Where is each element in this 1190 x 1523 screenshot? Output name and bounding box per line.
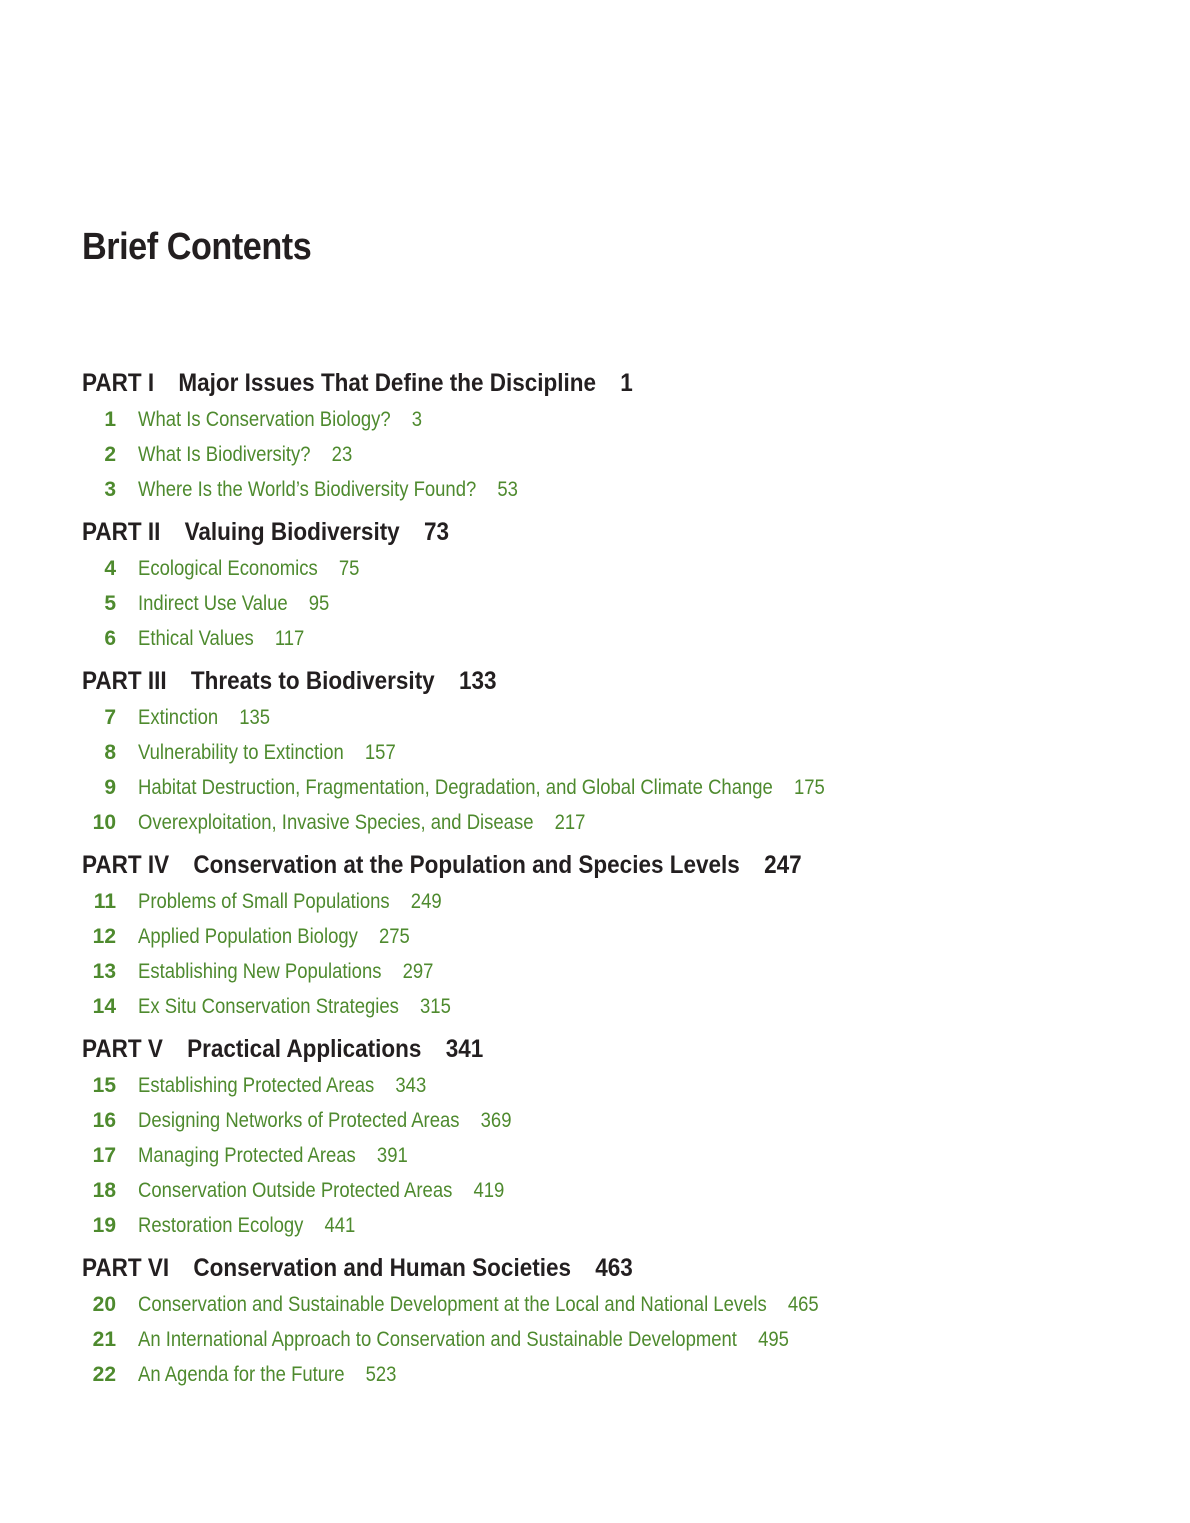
toc-part [82,513,1142,656]
part-label: PART II [82,518,161,546]
part-page-number: 133 [459,667,497,695]
part-title: Practical Applications [187,1035,422,1063]
chapter-text [138,1138,408,1173]
chapter-page-number: 297 [402,960,434,983]
chapter-text [138,472,518,507]
chapter-page-number: 315 [420,995,451,1018]
toc-part [82,1249,1142,1392]
chapter-number: 19 [92,1214,116,1237]
chapter-page-number: 75 [338,557,360,580]
chapter-page-number: 3 [411,408,423,431]
chapter-number: 16 [92,1109,116,1132]
chapter-entry[interactable] [82,989,1142,1024]
chapter-page-number: 495 [758,1328,789,1351]
table-of-contents [82,364,1142,1398]
part-heading[interactable] [82,1249,1036,1287]
chapter-entry[interactable] [82,805,1142,840]
chapter-title: Conservation and Sustainable Development at the Local and National Levels [138,1293,767,1316]
chapter-page-number: 53 [497,478,518,501]
chapter-number: 10 [92,811,116,834]
chapter-number: 6 [104,627,116,650]
chapter-text [138,954,433,989]
chapter-text [138,621,304,656]
chapter-page-number: 343 [395,1074,427,1097]
chapter-number: 21 [92,1328,116,1351]
chapter-text [138,884,442,919]
chapter-entry[interactable] [82,700,1142,735]
chapter-page-number: 465 [787,1293,819,1316]
chapter-entry[interactable] [82,551,1142,586]
toc-part [82,364,1142,507]
chapter-title: Managing Protected Areas [138,1144,356,1167]
chapter-number: 15 [92,1074,116,1097]
part-title: Threats to Biodiversity [190,667,435,695]
chapter-title: Establishing New Populations [138,960,382,983]
chapter-text [138,1208,355,1243]
chapter-text [138,1322,789,1357]
chapter-title: Applied Population Biology [138,925,358,948]
part-label: PART IV [82,851,170,879]
chapter-number: 8 [104,741,116,764]
chapter-title: Extinction [138,706,219,729]
part-label: PART III [82,667,167,695]
chapter-entry[interactable] [82,437,1142,472]
chapter-title: Designing Networks of Protected Areas [138,1109,460,1132]
chapter-page-number: 275 [378,925,410,948]
chapter-page-number: 441 [324,1214,356,1237]
chapter-entry[interactable] [82,954,1142,989]
part-heading[interactable] [82,513,1036,551]
chapter-page-number: 217 [554,811,586,834]
chapter-text [138,989,451,1024]
chapter-title: Ex Situ Conservation Strategies [138,995,399,1018]
part-heading[interactable] [82,1030,1036,1068]
part-heading[interactable] [82,846,1036,884]
part-label: PART I [82,369,155,397]
chapter-page-number: 23 [331,443,353,466]
chapter-entry[interactable] [82,884,1142,919]
chapter-title: Conservation Outside Protected Areas [138,1179,453,1202]
chapter-page-number: 175 [793,776,825,799]
chapter-number: 13 [92,960,116,983]
chapter-entry[interactable] [82,1357,1142,1392]
chapter-entry[interactable] [82,402,1142,437]
toc-part [82,1030,1142,1243]
chapter-title: Overexploitation, Invasive Species, and Disease [138,811,534,834]
chapter-page-number: 249 [410,890,442,913]
chapter-title: What Is Conservation Biology? [138,408,391,431]
chapter-number: 1 [104,408,116,431]
chapter-number: 4 [104,557,116,580]
chapter-number: 7 [104,706,116,729]
chapter-entry[interactable] [82,1103,1142,1138]
part-heading[interactable] [82,662,1036,700]
chapter-title: Vulnerability to Extinction [138,741,344,764]
chapter-entry[interactable] [82,1322,1142,1357]
chapter-title: What Is Biodiversity? [138,443,311,466]
chapter-text [138,1357,396,1392]
part-page-number: 341 [445,1035,484,1063]
toc-part [82,662,1142,840]
chapter-page-number: 157 [364,741,396,764]
chapter-text [138,700,270,735]
chapter-number: 11 [93,890,116,913]
chapter-title: Ecological Economics [138,557,318,580]
part-title: Valuing Biodiversity [184,518,400,546]
chapter-text [138,402,422,437]
chapter-title: Where Is the World’s Biodiversity Found? [138,478,477,501]
chapter-entry[interactable] [82,1208,1142,1243]
part-page-number: 463 [595,1254,633,1282]
chapter-entry[interactable] [82,621,1142,656]
chapter-entry[interactable] [82,1173,1142,1208]
chapter-text [138,437,352,472]
chapter-number: 9 [104,776,116,799]
chapter-number: 2 [104,443,116,466]
chapter-number: 20 [92,1293,116,1316]
chapter-page-number: 523 [365,1363,397,1386]
chapter-title: Habitat Destruction, Fragmentation, Degradation, and Global Climate Change [138,776,773,799]
part-title: Conservation and Human Societies [193,1254,571,1282]
chapter-text [138,1287,819,1322]
chapter-entry[interactable] [82,1138,1142,1173]
part-page-number: 247 [764,851,802,879]
chapter-number: 17 [92,1144,116,1167]
chapter-entry[interactable] [82,1068,1142,1103]
chapter-page-number: 117 [274,627,305,650]
chapter-entry[interactable] [82,1287,1142,1322]
chapter-text [138,1173,504,1208]
chapter-page-number: 391 [376,1144,408,1167]
part-title: Major Issues That Define the Discipline [178,369,596,397]
chapter-title: An International Approach to Conservation and Sustainable Development [138,1328,737,1351]
chapter-title: Problems of Small Populations [138,890,390,913]
chapter-text [138,735,396,770]
chapter-text [138,1068,426,1103]
part-page-number: 73 [424,518,450,546]
part-title: Conservation at the Population and Species Levels [193,851,740,879]
chapter-entry[interactable] [82,919,1142,954]
chapter-number: 3 [104,478,116,501]
chapter-number: 18 [92,1179,116,1202]
chapter-entry[interactable] [82,770,1142,805]
chapter-number: 22 [92,1363,116,1386]
chapter-text [138,1103,511,1138]
chapter-title: Restoration Ecology [138,1214,304,1237]
chapter-page-number: 419 [473,1179,505,1202]
chapter-text [138,586,329,621]
part-label: PART V [82,1035,163,1063]
chapter-text [138,551,359,586]
chapter-entry[interactable] [82,735,1142,770]
chapter-number: 14 [92,995,116,1018]
chapter-text [138,805,585,840]
page-title: Brief Contents [82,226,312,268]
part-heading[interactable] [82,364,1036,402]
part-label: PART VI [82,1254,170,1282]
chapter-title: Indirect Use Value [138,592,288,615]
chapter-title: Establishing Protected Areas [138,1074,375,1097]
part-page-number: 1 [620,369,633,397]
chapter-text [138,919,410,954]
chapter-entry[interactable] [82,586,1142,621]
chapter-entry[interactable] [82,472,1142,507]
chapter-page-number: 135 [239,706,271,729]
chapter-number: 12 [92,925,116,948]
chapter-page-number: 95 [308,592,330,615]
chapter-number: 5 [104,592,116,615]
chapter-title: An Agenda for the Future [138,1363,345,1386]
chapter-page-number: 369 [480,1109,512,1132]
chapter-title: Ethical Values [138,627,254,650]
chapter-text [138,770,825,805]
toc-part [82,846,1142,1024]
